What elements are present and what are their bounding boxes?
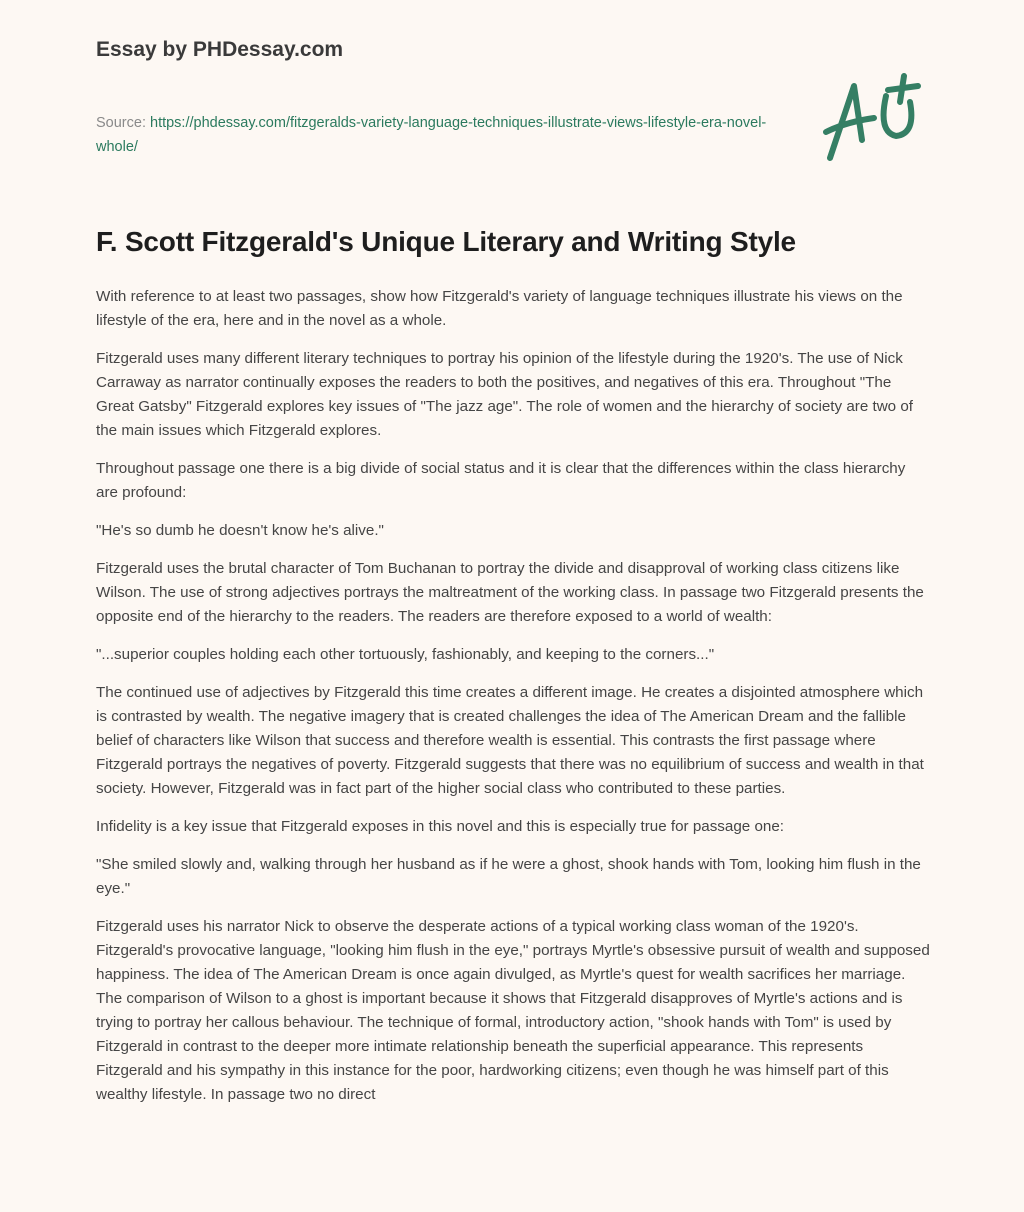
brand-title: Essay by PHDessay.com — [96, 38, 344, 61]
essay-title: F. Scott Fitzgerald's Unique Literary and Writing Style — [96, 226, 796, 257]
a-plus-logo-icon — [818, 72, 928, 172]
quote-paragraph: "He's so dumb he doesn't know he's alive." — [96, 522, 384, 539]
paragraph: Fitzgerald uses many different literary techniques to portray his opinion of the lifestyle during the 1920's. The use of Nick Carraway as narrator continually exposes the readers to both the positives, and negatives of this era. Throughout "The Great Gatsby" Fitzgerald explores key issues of "The jazz age". The role of women and the hierarchy of society are two of the main issues which Fitzgerald explores. — [96, 350, 914, 439]
quote-paragraph: "She smiled slowly and, walking through her husband as if he were a ghost, shook hands with Tom, looking him flush in the eye." — [96, 856, 921, 897]
paragraph: Throughout passage one there is a big divide of social status and it is clear that the differences within the class hierarchy are profound: — [96, 460, 906, 501]
paragraph: Fitzgerald uses his narrator Nick to observe the desperate actions of a typical working class woman of the 1920's. Fitzgerald's provocative language, "looking him flush in the eye," portrays Myrtle's obsessive pursuit of wealth and supposed happiness. The idea of The American Dream is once again divulged, as Myrtle's quest for wealth sacrifices her marriage. The comparison of Wilson to a ghost is important because it shows that Fitzgerald disapproves of Myrtle's actions and is trying to portray her callous behaviour. The technique of formal, introductory action, "shook hands with Tom" is used by Fitzgerald in contrast to the deeper more intimate relationship beneath the superficial appearance. This represents Fitzgerald and his sympathy in this instance for the poor, hardworking citizens; even though he was himself part of this wealthy lifestyle. In passage two no direct — [96, 918, 930, 1103]
source-link[interactable]: https://phdessay.com/fitzgeralds-variety-language-techniques-illustrate-views-lifestyle-era-novel-whole/ — [96, 115, 767, 155]
paragraph: The continued use of adjectives by Fitzgerald this time creates a different image. He creates a disjointed atmosphere which is contrasted by wealth. The negative imagery that is created challenges the idea of The American Dream and the fallible belief of characters like Wilson that success and therefore wealth is essential. This contrasts the first passage where Fitzgerald portrays the negatives of poverty. Fitzgerald suggests that there was no equilibrium of success and wealth in that society. However, Fitzgerald was in fact part of the higher social class who contributed to these parties. — [96, 684, 924, 797]
paragraph: With reference to at least two passages, show how Fitzgerald's variety of language techniques illustrate his views on the lifestyle of the era, here and in the novel as a whole. — [96, 288, 903, 329]
source-line — [96, 111, 776, 159]
paragraph: Fitzgerald uses the brutal character of Tom Buchanan to portray the divide and disapproval of working class citizens like Wilson. The use of strong adjectives portrays the maltreatment of the working class. In passage two Fitzgerald presents the opposite end of the hierarchy to the readers. The readers are therefore exposed to a world of wealth: — [96, 560, 924, 625]
essay-body — [96, 285, 931, 1121]
quote-paragraph: "...superior couples holding each other tortuously, fashionably, and keeping to the corners..." — [96, 646, 715, 663]
source-label: Source: — [96, 115, 150, 131]
paragraph: Infidelity is a key issue that Fitzgerald exposes in this novel and this is especially true for passage one: — [96, 818, 785, 835]
